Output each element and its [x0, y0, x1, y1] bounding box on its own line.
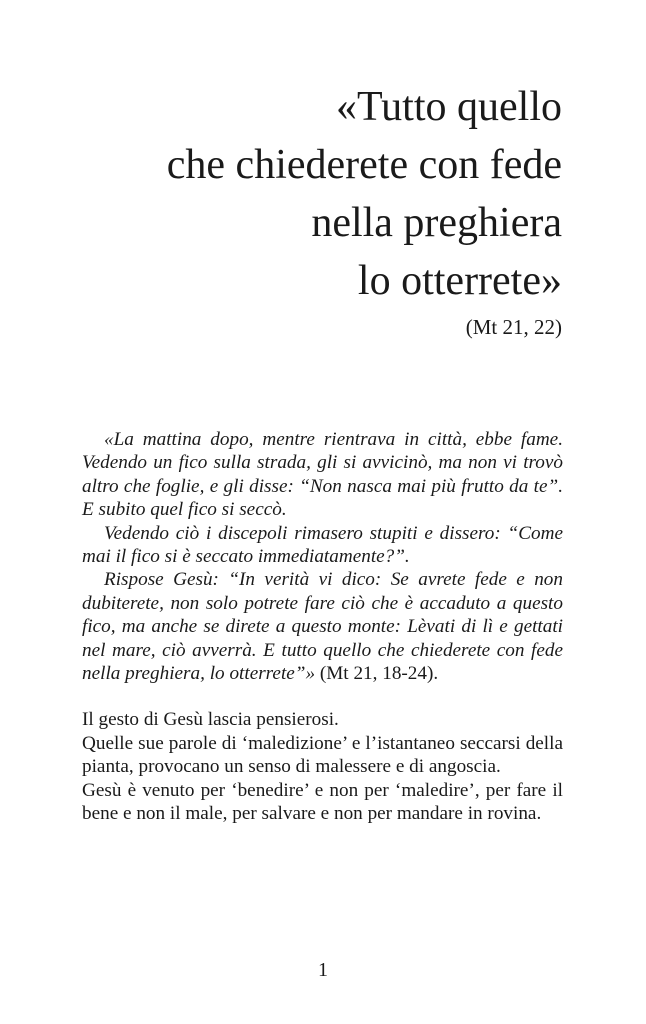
- body-text: [82, 428, 563, 826]
- reflection: [82, 708, 563, 825]
- epigraph-citation: (Mt 21, 22): [465, 315, 562, 339]
- quote-paragraph: [82, 522, 563, 569]
- epigraph-line: lo otterrete»: [357, 258, 562, 304]
- gospel-quote: [82, 428, 563, 685]
- quote-text: «La mattina dopo, mentre rientrava in città, ebbe fame. Vedendo un fico sulla strada, gli si avvicinò, ma non vi trovò altro che foglie, e gli disse: “Non nasca mai più frutto da te”. E subito quel fico si seccò.: [82, 429, 563, 521]
- epigraph-line: nella preghiera: [311, 200, 562, 246]
- reflection-paragraph: Il gesto di Gesù lascia pensierosi.: [82, 709, 339, 731]
- quote-reference: (Mt 21, 18-24).: [315, 663, 439, 685]
- quote-text: Vedendo ciò i discepoli rimasero stupiti e dissero: “Come mai il fico si è seccato immediatamente?”.: [82, 522, 563, 568]
- quote-text: Rispose Gesù: “In verità vi dico: Se avrete fede e non dubiterete, non solo potrete fare ciò che è accaduto a questo fico, ma anche se direte a questo monte: Lèvati di lì e gettati nel mare, ciò avverrà. E tutto quello che chiederete con fede nella preghiera, lo otterrete”»: [82, 569, 563, 685]
- quote-paragraph: [82, 568, 563, 685]
- epigraph: [42, 78, 562, 342]
- page-number: 1: [318, 959, 328, 981]
- epigraph-line: «Tutto quello: [336, 84, 562, 130]
- quote-paragraph: [82, 428, 563, 522]
- epigraph-line: che chiederete con fede: [166, 142, 562, 188]
- reflection-paragraph: Quelle sue parole di ‘maledizione’ e l’istantaneo seccarsi della pianta, provocano un senso di malessere e di angoscia.: [82, 732, 563, 778]
- reflection-paragraph: Gesù è venuto per ‘benedire’ e non per ‘maledire’, per fare il bene e non il male, per salvare e non per mandare in rovina.: [82, 779, 563, 825]
